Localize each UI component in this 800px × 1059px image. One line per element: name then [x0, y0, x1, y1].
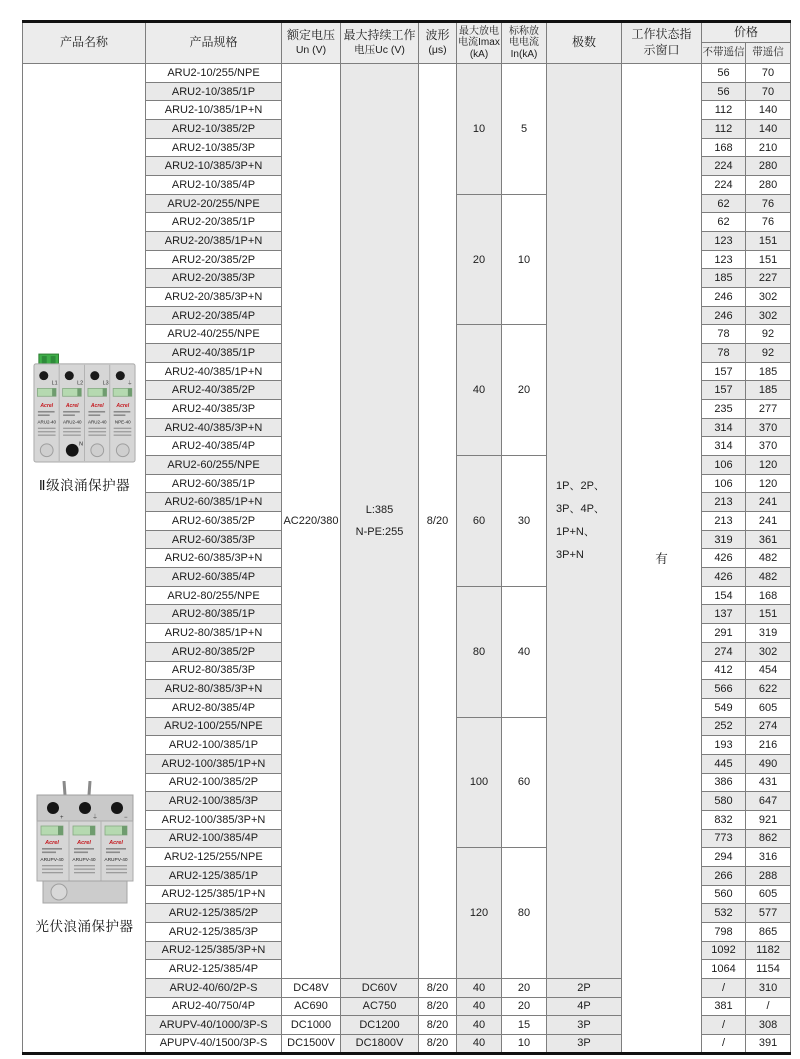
header-imax-line2: 电流Imax	[458, 37, 500, 49]
price-cell-with: 316	[746, 848, 791, 867]
price-cell-without: 252	[702, 717, 746, 736]
price-cell-with: 151	[746, 232, 791, 251]
price-cell-without: 62	[702, 213, 746, 232]
price-cell-with: 140	[746, 101, 791, 120]
class2-surge-protector-image	[32, 353, 137, 468]
spec-cell: ARU2-40/385/1P	[146, 344, 282, 363]
uc-cell: DC60V	[341, 978, 419, 997]
price-cell-without: 137	[702, 605, 746, 624]
spec-cell: ARU2-20/385/2P	[146, 250, 282, 269]
price-cell-without: 445	[702, 754, 746, 773]
price-cell-with: 302	[746, 288, 791, 307]
spd-caption: Ⅱ级浪涌保护器	[38, 478, 131, 493]
imax-cell: 80	[457, 586, 502, 717]
price-cell-with: 76	[746, 213, 791, 232]
poles-line: 1P+N、	[556, 525, 595, 538]
price-cell-without: 426	[702, 568, 746, 587]
price-cell-without: 386	[702, 773, 746, 792]
price-cell-without: 56	[702, 82, 746, 101]
spec-cell: ARU2-40/255/NPE	[146, 325, 282, 344]
uc-line: L:385	[365, 503, 394, 516]
uc-cell	[341, 64, 419, 979]
price-cell-with: 391	[746, 1034, 791, 1053]
price-cell-with: /	[746, 997, 791, 1016]
price-cell-with: 288	[746, 866, 791, 885]
price-cell-without: 123	[702, 250, 746, 269]
col-header-imax	[457, 22, 502, 64]
spd-figure	[23, 353, 146, 494]
price-cell-without: /	[702, 978, 746, 997]
spec-text-lines	[42, 865, 127, 873]
header-in-line1: 标称放	[509, 25, 539, 37]
spec-cell: ARU2-100/385/1P	[146, 736, 282, 755]
header-wave-line1: 波形	[425, 28, 450, 43]
in-cell: 10	[502, 194, 547, 325]
price-cell-without: 532	[702, 904, 746, 923]
price-cell-without: 798	[702, 922, 746, 941]
price-cell-without: 773	[702, 829, 746, 848]
spec-cell: ARU2-100/385/3P	[146, 792, 282, 811]
price-cell-with: 216	[746, 736, 791, 755]
in-cell: 20	[502, 325, 547, 456]
spec-cell: ARU2-40/385/4P	[146, 437, 282, 456]
price-cell-with: 280	[746, 176, 791, 195]
spec-cell: ARU2-10/255/NPE	[146, 64, 282, 83]
price-cell-without: 381	[702, 997, 746, 1016]
poles-cell-single: 2P	[547, 978, 622, 997]
price-cell-with: 577	[746, 904, 791, 923]
uc-line: N-PE:255	[355, 525, 404, 538]
price-cell-with: 241	[746, 493, 791, 512]
price-cell-with: 302	[746, 306, 791, 325]
acrel-logos	[44, 840, 123, 846]
price-cell-with: 120	[746, 456, 791, 475]
price-cell-with: 70	[746, 64, 791, 83]
wave-cell: 8/20	[419, 1034, 457, 1053]
wires	[64, 781, 90, 795]
svg-text:ARU2-40: ARU2-40	[37, 419, 56, 425]
price-cell-without: 106	[702, 456, 746, 475]
poles-line: 3P、4P、	[556, 502, 605, 515]
uc-cell: AC750	[341, 997, 419, 1016]
price-cell-without: 185	[702, 269, 746, 288]
un-cell: DC1000	[282, 1016, 341, 1035]
svg-text:Acrel: Acrel	[90, 403, 104, 410]
product-images-cell	[23, 64, 146, 1054]
svg-text:Acrel: Acrel	[40, 403, 54, 410]
price-cell-without: 78	[702, 344, 746, 363]
spec-cell: ARU2-40/750/4P	[146, 997, 282, 1016]
bottom-plug	[51, 884, 67, 900]
price-cell-with: 280	[746, 157, 791, 176]
spec-cell: ARU2-40/385/3P	[146, 400, 282, 419]
price-cell-with: 120	[746, 474, 791, 493]
imax-cell: 60	[457, 456, 502, 587]
neutral-label: N	[79, 441, 83, 448]
header-in-line3: In(kA)	[510, 48, 538, 60]
price-cell-with: 92	[746, 325, 791, 344]
spec-cell: ARU2-100/385/4P	[146, 829, 282, 848]
pv-spd-figure	[23, 781, 146, 935]
price-cell-with: 277	[746, 400, 791, 419]
svg-text:ARU2-40: ARU2-40	[87, 419, 107, 425]
table-row	[23, 64, 791, 83]
spec-cell: ARU2-125/385/4P	[146, 960, 282, 979]
price-cell-without: 213	[702, 493, 746, 512]
price-cell-with: 76	[746, 194, 791, 213]
in-cell: 20	[502, 997, 547, 1016]
price-cell-without: 291	[702, 624, 746, 643]
price-cell-with: 168	[746, 586, 791, 605]
header-uc-line1: 最大持续工作	[343, 28, 416, 43]
price-cell-without: 314	[702, 418, 746, 437]
price-cell-without: 193	[702, 736, 746, 755]
spec-cell: ARU2-100/385/2P	[146, 773, 282, 792]
col-header-price-with: 带遥信	[746, 43, 791, 64]
spec-cell: ARU2-80/385/3P	[146, 661, 282, 680]
price-cell-without: 78	[702, 325, 746, 344]
price-cell-with: 865	[746, 922, 791, 941]
price-cell-with: 605	[746, 698, 791, 717]
spec-cell: ARU2-125/385/3P	[146, 922, 282, 941]
price-cell-without: 294	[702, 848, 746, 867]
spec-cell: ARU2-100/385/1P+N	[146, 754, 282, 773]
imax-cell: 40	[457, 325, 502, 456]
price-cell-with: 482	[746, 568, 791, 587]
col-header-uc	[341, 22, 419, 64]
spec-cell: ARU2-10/385/1P	[146, 82, 282, 101]
price-cell-with: 361	[746, 530, 791, 549]
spec-cell: ARU2-80/385/4P	[146, 698, 282, 717]
spec-cell: ARUPV-40/1000/3P-S	[146, 1016, 282, 1035]
price-cell-without: 274	[702, 642, 746, 661]
spec-cell: ARU2-60/385/2P	[146, 512, 282, 531]
price-cell-without: 106	[702, 474, 746, 493]
spec-cell: ARU2-80/385/2P	[146, 642, 282, 661]
spec-cell: ARU2-80/385/1P+N	[146, 624, 282, 643]
svg-text:Acrel: Acrel	[44, 840, 59, 846]
header-row-1	[23, 22, 791, 43]
price-cell-with: 241	[746, 512, 791, 531]
price-cell-with: 1154	[746, 960, 791, 979]
spec-cell: ARU2-10/385/4P	[146, 176, 282, 195]
col-header-wave	[419, 22, 457, 64]
price-cell-with: 302	[746, 642, 791, 661]
svg-text:Acrel: Acrel	[116, 403, 130, 410]
col-header-price-without: 不带遥信	[702, 43, 746, 64]
module-label-l1: L1	[51, 380, 58, 387]
in-cell: 60	[502, 717, 547, 848]
price-cell-with: 490	[746, 754, 791, 773]
wave-cell: 8/20	[419, 1016, 457, 1035]
in-cell: 40	[502, 586, 547, 717]
svg-text:ARUPV-40: ARUPV-40	[103, 858, 128, 863]
header-in-line2: 电电流	[509, 37, 539, 49]
col-header-spec: 产品规格	[146, 22, 282, 64]
price-cell-without: 235	[702, 400, 746, 419]
price-cell-without: 157	[702, 362, 746, 381]
in-cell: 80	[502, 848, 547, 979]
price-cell-without: 580	[702, 792, 746, 811]
price-cell-with: 151	[746, 250, 791, 269]
poles-cell-single: 3P	[547, 1016, 622, 1035]
un-cell: AC220/380	[282, 64, 341, 979]
pv-surge-protector-image	[35, 781, 135, 909]
uc-cell: DC1200	[341, 1016, 419, 1035]
price-cell-with: 319	[746, 624, 791, 643]
price-cell-with: 1182	[746, 941, 791, 960]
module-model-labels	[40, 857, 128, 863]
poles-cell-single: 3P	[547, 1034, 622, 1053]
imax-cell: 20	[457, 194, 502, 325]
spec-cell: ARU2-100/385/3P+N	[146, 810, 282, 829]
spec-cell: ARU2-10/385/1P+N	[146, 101, 282, 120]
spec-cell: ARU2-20/385/3P	[146, 269, 282, 288]
un-cell: DC1500V	[282, 1034, 341, 1053]
spec-cell: ARU2-20/385/1P+N	[146, 232, 282, 251]
header-status-line2: 示窗口	[643, 43, 680, 57]
spec-cell: ARU2-60/385/1P+N	[146, 493, 282, 512]
price-cell-without: 246	[702, 288, 746, 307]
terminal-mark-plus: +	[59, 815, 64, 821]
price-cell-without: /	[702, 1034, 746, 1053]
col-header-un	[282, 22, 341, 64]
price-cell-without: 154	[702, 586, 746, 605]
spec-cell: ARU2-10/385/3P+N	[146, 157, 282, 176]
spec-cell: ARU2-60/385/3P+N	[146, 549, 282, 568]
price-cell-with: 185	[746, 362, 791, 381]
terminal-mark-minus: −	[123, 815, 128, 821]
price-cell-with: 227	[746, 269, 791, 288]
svg-text:Acrel: Acrel	[65, 403, 79, 410]
wave-cell: 8/20	[419, 978, 457, 997]
spec-cell: ARU2-125/385/1P+N	[146, 885, 282, 904]
price-cell-without: 168	[702, 138, 746, 157]
col-header-product-name: 产品名称	[23, 22, 146, 64]
price-cell-without: 1064	[702, 960, 746, 979]
col-header-price: 价格	[702, 22, 791, 43]
spec-cell: ARU2-80/385/3P+N	[146, 680, 282, 699]
price-cell-with: 370	[746, 418, 791, 437]
svg-text:Acrel: Acrel	[108, 840, 123, 846]
price-cell-with: 482	[746, 549, 791, 568]
un-cell: AC690	[282, 997, 341, 1016]
price-cell-without: 319	[702, 530, 746, 549]
in-cell: 20	[502, 978, 547, 997]
price-cell-without: 62	[702, 194, 746, 213]
module-label-ground-icon: ⏚	[127, 380, 133, 387]
price-cell-without: /	[702, 1016, 746, 1035]
imax-cell: 40	[457, 978, 502, 997]
col-header-in	[502, 22, 547, 64]
price-cell-without: 224	[702, 157, 746, 176]
imax-cell: 100	[457, 717, 502, 848]
in-cell: 30	[502, 456, 547, 587]
price-cell-with: 274	[746, 717, 791, 736]
pv-spd-caption: 光伏浪涌保护器	[35, 919, 134, 934]
price-cell-with: 431	[746, 773, 791, 792]
price-cell-without: 157	[702, 381, 746, 400]
price-cell-without: 1092	[702, 941, 746, 960]
col-header-status	[622, 22, 702, 64]
price-cell-with: 605	[746, 885, 791, 904]
price-cell-without: 266	[702, 866, 746, 885]
header-uc-line2: 电压Uc (V)	[354, 43, 405, 56]
header-un-line2: Un (V)	[295, 43, 327, 56]
spec-cell: ARU2-80/255/NPE	[146, 586, 282, 605]
spec-cell: ARU2-40/385/1P+N	[146, 362, 282, 381]
price-cell-with: 622	[746, 680, 791, 699]
svg-text:Acrel: Acrel	[76, 840, 91, 846]
price-cell-with: 185	[746, 381, 791, 400]
price-cell-without: 832	[702, 810, 746, 829]
spec-cell: ARU2-100/255/NPE	[146, 717, 282, 736]
header-imax-line3: (kA)	[469, 48, 489, 60]
wave-cell: 8/20	[419, 997, 457, 1016]
poles-line: 1P、2P、	[556, 479, 605, 492]
spec-cell: ARU2-10/385/2P	[146, 120, 282, 139]
status-cell: 有	[622, 64, 702, 1054]
svg-text:NPE-40: NPE-40	[114, 419, 131, 425]
price-cell-with: 151	[746, 605, 791, 624]
price-cell-without: 426	[702, 549, 746, 568]
price-cell-with: 308	[746, 1016, 791, 1035]
uc-cell: DC1800V	[341, 1034, 419, 1053]
imax-cell: 40	[457, 1034, 502, 1053]
price-cell-without: 112	[702, 120, 746, 139]
poles-cell-single: 4P	[547, 997, 622, 1016]
price-cell-with: 862	[746, 829, 791, 848]
spec-cell: ARU2-60/385/3P	[146, 530, 282, 549]
imax-cell: 40	[457, 997, 502, 1016]
imax-cell: 40	[457, 1016, 502, 1035]
module-label-l2: L2	[77, 380, 84, 387]
price-cell-with: 921	[746, 810, 791, 829]
terminal-mark-ground-icon: ⏚	[91, 815, 98, 821]
spec-cell: APUPV-40/1500/3P-S	[146, 1034, 282, 1053]
imax-cell: 120	[457, 848, 502, 979]
spec-cell: ARU2-125/385/2P	[146, 904, 282, 923]
spec-cell: ARU2-20/385/3P+N	[146, 288, 282, 307]
spec-cell: ARU2-60/385/4P	[146, 568, 282, 587]
price-cell-without: 56	[702, 64, 746, 83]
spec-cell: ARU2-20/255/NPE	[146, 194, 282, 213]
price-cell-without: 213	[702, 512, 746, 531]
spec-cell: ARU2-10/385/3P	[146, 138, 282, 157]
imax-cell: 10	[457, 64, 502, 195]
spec-cell: ARU2-60/255/NPE	[146, 456, 282, 475]
price-cell-without: 123	[702, 232, 746, 251]
header-imax-line1: 最大放电	[459, 25, 499, 37]
in-cell: 10	[502, 1034, 547, 1053]
poles-cell	[547, 64, 622, 979]
price-cell-with: 92	[746, 344, 791, 363]
in-cell: 5	[502, 64, 547, 195]
price-cell-without: 246	[702, 306, 746, 325]
un-cell: DC48V	[282, 978, 341, 997]
table-body	[23, 64, 791, 1054]
svg-text:ARUPV-40: ARUPV-40	[39, 858, 64, 863]
spec-price-table	[22, 20, 791, 1055]
spec-cell: ARU2-20/385/4P	[146, 306, 282, 325]
svg-text:ARUPV-40: ARUPV-40	[71, 858, 96, 863]
spec-cell: ARU2-20/385/1P	[146, 213, 282, 232]
price-cell-without: 224	[702, 176, 746, 195]
spec-cell: ARU2-40/385/2P	[146, 381, 282, 400]
poles-line: 3P+N	[556, 548, 584, 561]
price-cell-with: 70	[746, 82, 791, 101]
spec-cell: ARU2-125/385/1P	[146, 866, 282, 885]
price-cell-with: 647	[746, 792, 791, 811]
price-cell-with: 140	[746, 120, 791, 139]
in-cell: 15	[502, 1016, 547, 1035]
col-header-poles: 极数	[547, 22, 622, 64]
module-label-l3: L3	[102, 380, 109, 387]
spec-cell: ARU2-40/60/2P-S	[146, 978, 282, 997]
price-cell-without: 560	[702, 885, 746, 904]
price-cell-without: 549	[702, 698, 746, 717]
price-cell-with: 370	[746, 437, 791, 456]
price-cell-without: 314	[702, 437, 746, 456]
wave-cell: 8/20	[419, 64, 457, 979]
header-wave-line2: (μs)	[428, 43, 447, 56]
header-status-line1: 工作状态指	[631, 27, 692, 42]
price-cell-with: 454	[746, 661, 791, 680]
price-cell-with: 310	[746, 978, 791, 997]
spec-cell: ARU2-125/385/3P+N	[146, 941, 282, 960]
price-cell-without: 566	[702, 680, 746, 699]
header-un-line1: 额定电压	[286, 28, 335, 43]
svg-text:ARU2-40: ARU2-40	[62, 419, 82, 425]
price-cell-with: 210	[746, 138, 791, 157]
spec-cell: ARU2-125/255/NPE	[146, 848, 282, 867]
price-cell-without: 412	[702, 661, 746, 680]
status-windows	[41, 826, 127, 835]
price-cell-without: 112	[702, 101, 746, 120]
spec-cell: ARU2-60/385/1P	[146, 474, 282, 493]
spec-cell: ARU2-40/385/3P+N	[146, 418, 282, 437]
spec-cell: ARU2-80/385/1P	[146, 605, 282, 624]
